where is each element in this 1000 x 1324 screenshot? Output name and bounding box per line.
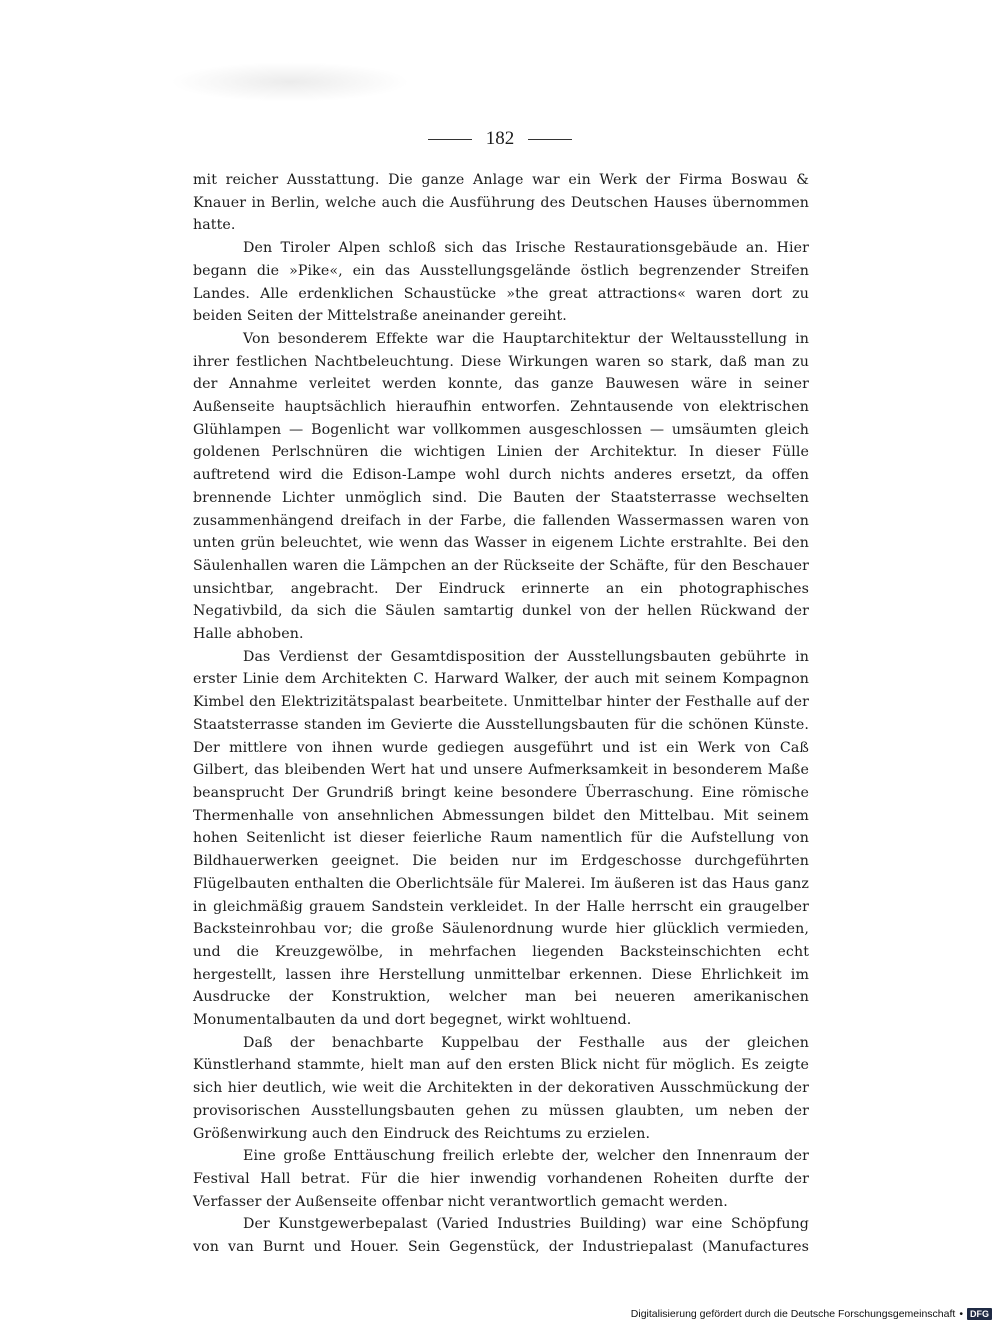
paragraph-7: Der Kunstgewerbepalast (Varied Industries Building) war eine Schöpfung von van Burnt und Houer. Sein Gegenstück, der Industriepalast (Manufactures <box>193 1216 809 1256</box>
paragraph-2: Den Tiroler Alpen schloß sich das Irische Restaurationsgebäude an. Hier begann die »Pike«, ein das Ausstellungsgelände östlich begrenzender Streifen Landes. Alle erdenklichen Schaustücke »the great attractions« waren dort zu beiden Seiten der Mittelstraße aneinander gereiht. <box>193 240 809 325</box>
footer-credit <box>631 1308 992 1320</box>
paragraph-6: Eine große Enttäuschung freilich erlebte der, welcher den Innenraum der Festival Hall betrat. Für die hier inwendig vorhandenen Roheiten durfte der Verfasser der Außenseite offenbar nicht verantwortlich gemacht werden. <box>193 1148 809 1210</box>
paragraph-5: Daß der benachbarte Kuppelbau der Festhalle aus der gleichen Künstlerhand stammte, hielt man auf den ersten Blick nicht für möglich. Es zeigte sich hier deutlich, wie weit die Architekten in der dekorativen Ausschmückung der provisorischen Ausstellungsbauten gehen zu müssen glaubten, um neben der Größenwirkung auch den Eindruck des Reichtums zu erzielen. <box>193 1034 809 1142</box>
header-rule-left <box>428 139 472 140</box>
footer-separator: • <box>959 1308 963 1320</box>
page-header <box>0 128 1000 150</box>
page-number: 182 <box>485 128 515 149</box>
paragraph-3: Von besonderem Effekte war die Hauptarchitektur der Weltausstellung in ihrer festlichen Nachtbeleuchtung. Diese Wirkungen waren so stark, daß man zu der Annahme verleitet werden konnte, das ganze Bauwesen wäre in seiner Außenseite hauptsächlich hieraufhin entworfen. Zehntausende von elektrischen Glühlampen — Bogenlicht war vollkommen ausgeschlossen — umsäumten gleich goldenen Perlschnüren die wichtigen Linien der Architektur. In dieser Fülle auftretend wird die Edison-Lampe wohl durch nichts anderes ersetzt, da offen brennende Lichter unmöglich sind. Die Bauten der Staatsterrasse wechselten zusammenhängend dreifach in der Farbe, die fallenden Wassermassen waren von unten grün beleuchtet, wie wenn das Wasser in eigenem Lichte erstrahlte. Bei den Säulenhallen waren die Lämpchen an der Rückseite der Schäfte, für den Beschauer unsichtbar, angebracht. Der Eindruck erinnerte an ein photographisches Negativbild, da sich die Säulen samtartig dunkel von der hellen Rückwand der Halle abhoben. <box>193 330 809 643</box>
body-text <box>193 169 809 1259</box>
dfg-logo-icon: DFG <box>967 1308 992 1320</box>
footer-text: Digitalisierung gefördert durch die Deutsche Forschungsgemeinschaft <box>630 1308 956 1320</box>
header-rule-right <box>528 139 572 140</box>
paragraph-1: mit reicher Ausstattung. Die ganze Anlage war ein Werk der Firma Boswau & Knauer in Berlin, welche auch die Ausführung des Deutschen Hauses übernommen hatte. <box>193 172 809 234</box>
paragraph-4: Das Verdienst der Gesamtdisposition der Ausstellungsbauten gebührte in erster Linie dem Architekten C. Harward Walker, der auch mit seinem Kompagnon Kimbel den Elektrizitätspalast bearbeitete. Unmittelbar hinter der Festhalle auf der Staatsterrasse standen im Gevierte die Ausstellungsbauten für die schönen Künste. Der mittlere von ihnen wurde gediegen ausgeführt und ist ein Werk von Caß Gilbert, das bleibenden Wert hat und unsere Aufmerksamkeit in besonderem Maße beansprucht Der Grundriß bringt keine besondere Überraschung. Eine römische Thermenhalle von ansehnlichen Abmessungen bildet den Mittelbau. Mit seinem hohen Seitenlicht ist dieser feierliche Raum namentlich für die Aufstellung von Bildhauerwerken geeignet. Die beiden nur im Erdgeschosse durchgeführten Flügelbauten enthalten die Oberlichtsäle für Malerei. Im äußeren ist das Haus ganz in gleichmäßig grauem Sandstein verkleidet. In der Halle herrscht ein graugelber Backsteinrohbau vor; die große Säulenordnung wurde hier glücklich vermieden, und die Kreuzgewölbe, in mehrfachen liegenden Backsteinschichten echt hergestellt, lassen ihre Herstellung unmittelbar erkennen. Diese Ehrlichkeit im Ausdrucke der Konstruktion, welcher man bei neueren amerikanischen Monumentalbauten da und dort begegnet, wirkt wohltuend. <box>193 648 809 1029</box>
scan-smudge <box>170 62 410 102</box>
